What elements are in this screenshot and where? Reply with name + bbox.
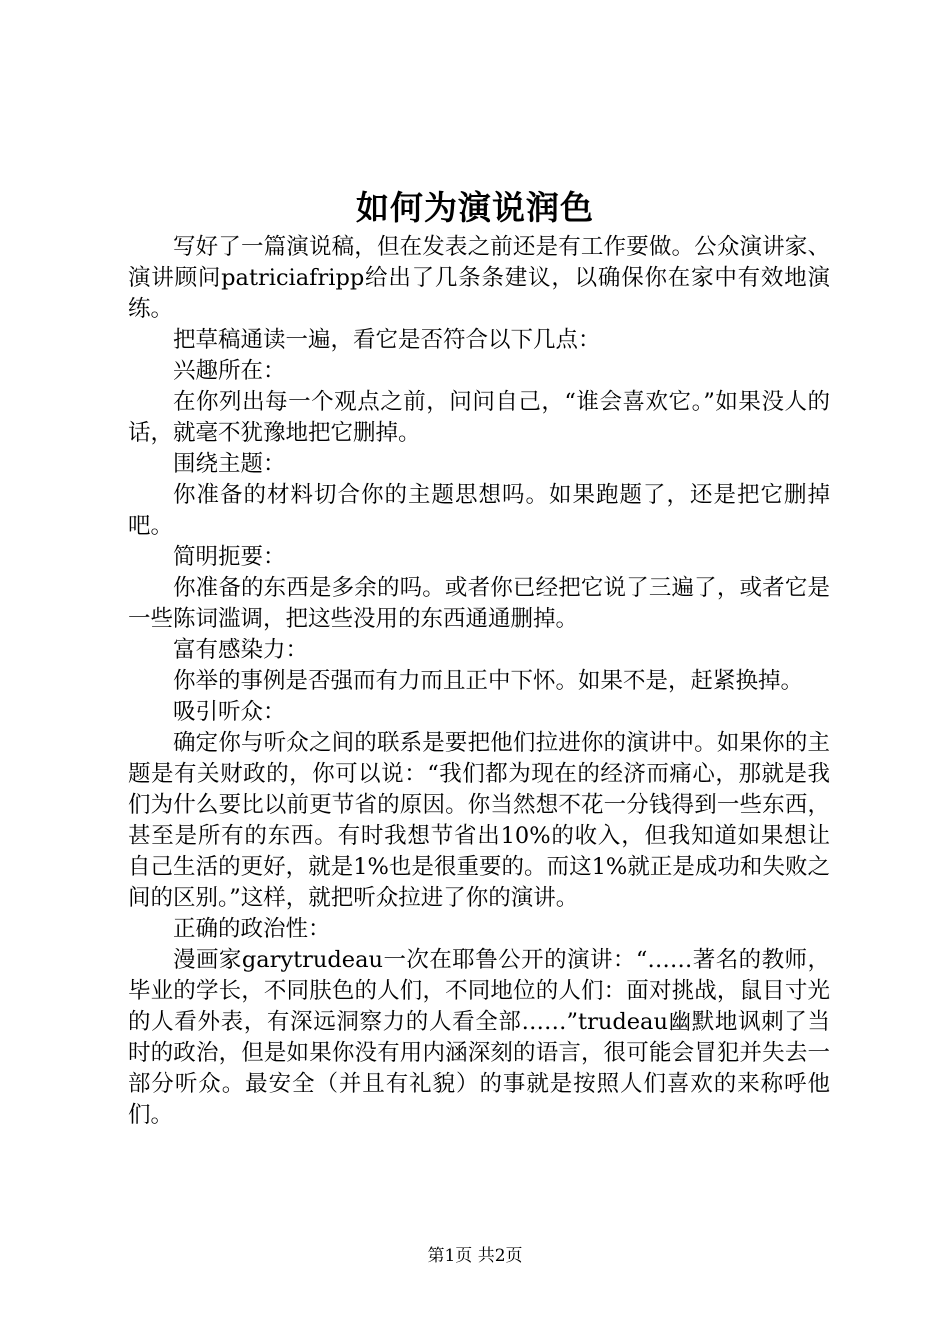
paragraph-interest: 在你列出每一个观点之前，问问自己，“谁会喜欢它。”如果没人的话，就毫不犹豫地把它删掉。	[128, 389, 830, 446]
document-body	[128, 232, 830, 1131]
paragraph-appeal: 你举的事例是否强而有力而且正中下怀。如果不是，赶紧换掉。	[173, 668, 804, 694]
paragraph-checklist-lead: 把草稿通读一遍，看它是否符合以下几点：	[173, 327, 601, 353]
paragraph-intro: 写好了一篇演说稿，但在发表之前还是有工作要做。公众演讲家、演讲顾问patriciafripp给出了几条条建议，以确保你在家中有效地演练。	[128, 234, 830, 322]
heading-theme: 围绕主题：	[173, 451, 286, 477]
paragraph-political-correctness: 漫画家garytrudeau一次在耶鲁公开的演讲：“……著名的教师，毕业的学长，不同肤色的人们，不同地位的人们：面对挑战，鼠目寸光的人看外表，有深远洞察力的人看全部……”trudeau幽默地讽刺了当时的政治，但是如果你没有用内涵深刻的语言，很可能会冒犯并失去一部分听众。最安全（并且有礼貌）的事就是按照人们喜欢的来称呼他们。	[128, 947, 830, 1128]
heading-political-correctness: 正确的政治性：	[173, 916, 331, 942]
paragraph-engage-audience: 确定你与听众之间的联系是要把他们拉进你的演讲中。如果你的主题是有关财政的，你可以说：“我们都为现在的经济而痛心，那就是我们为什么要比以前更节省的原因。你当然想不花一分钱得到一些东西，甚至是所有的东西。有时我想节省出10%的收入，但我知道如果想让自己生活的更好，就是1%也是很重要的。而这1%就正是成功和失败之间的区别。”这样，就把听众拉进了你的演讲。	[128, 730, 830, 911]
page-footer: 第1页 共2页	[427, 1246, 523, 1266]
heading-interest: 兴趣所在：	[173, 358, 286, 384]
paragraph-concise: 你准备的东西是多余的吗。或者你已经把它说了三遍了，或者它是一些陈词滥调，把这些没用的东西通通删掉。	[128, 575, 830, 632]
heading-appeal: 富有感染力：	[173, 637, 309, 663]
heading-engage-audience: 吸引听众：	[173, 699, 286, 725]
heading-concise: 简明扼要：	[173, 544, 286, 570]
paragraph-theme: 你准备的材料切合你的主题思想吗。如果跑题了，还是把它删掉吧。	[128, 482, 830, 539]
document-title: 如何为演说润色	[356, 188, 594, 227]
